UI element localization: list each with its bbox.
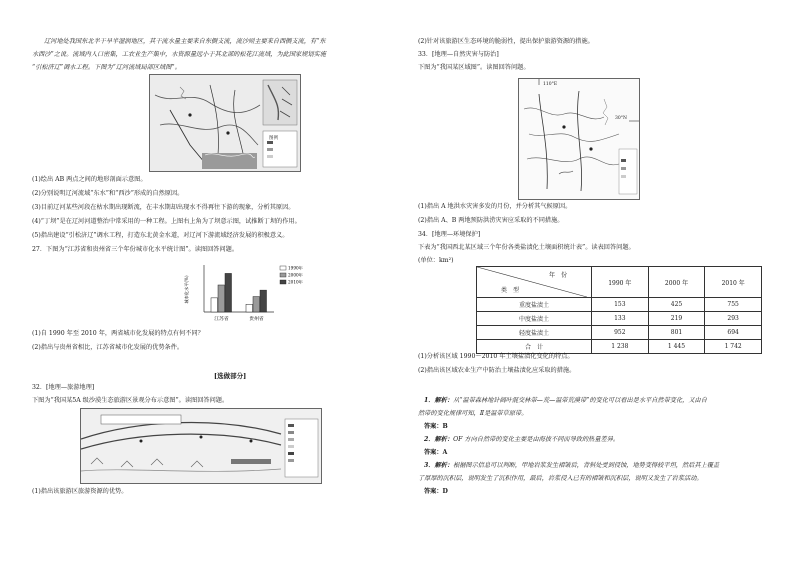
q33-q1: (1)指出 A 地洪水灾害多发的月份，并分析其气候原因。	[418, 203, 572, 210]
answer-3-cont: 了厚厚的沉积层，说明发生了沉积作用，最后，岩浆侵入已有的褶皱和沉积层，说明又发生了岩浆活动。	[418, 475, 703, 482]
q32-q1: (1)指出该旅游区旅游资源的优势。	[32, 488, 128, 495]
unit-label: (单位：km²)	[418, 257, 454, 264]
table-cell: 952	[592, 326, 649, 340]
map-lat-label: 30°N	[615, 116, 627, 121]
map-lon-label: 110°E	[543, 82, 558, 87]
legend-swatch	[280, 266, 286, 270]
q32-q2: (2)针对该旅游区生态环境的脆弱性，提出保护旅游资源的措施。	[418, 38, 594, 45]
q34-title: 34．[地理—环境保护]	[418, 231, 481, 238]
q33-title: 33．[地理—自然灾害与防治]	[418, 51, 499, 58]
table-cell: 425	[648, 298, 705, 312]
legend-swatch	[280, 280, 286, 284]
table-year-2000: 2000 年	[648, 267, 705, 298]
intro-line-1: 辽河地处我国东北半干旱半湿润地区，其干流水量主要来自东侧支流，流沙则主要来自西侧支流，有“东	[44, 38, 326, 45]
q-line-4: (4)“丁坝”是在辽河河道整治中常采用的一种工程。上图右上角为了坝意示图，试推断丁坝的作用。	[32, 218, 301, 225]
table-header-row	[477, 267, 762, 298]
table-cell: 1 742	[705, 340, 762, 354]
q-line-3: (3)目前辽河某些河段在枯水期出现断流，在丰水期却出现水不得再往下游的现象，分析其原因。	[32, 204, 295, 211]
q34-q1: (1)分析该区域 1990～2010 年土壤盐渍化变化的特点。	[418, 353, 574, 360]
bar	[246, 304, 253, 312]
x-tick-label: 江苏省	[214, 317, 229, 322]
q32-text: 下图为“我国某5A 级沙漠生态旅游区景观分布示意图”。读图回答问题。	[32, 397, 229, 404]
section-optional-title: [选做部分]	[214, 372, 247, 380]
answer-1-text	[424, 397, 707, 405]
desert-tourism-drawing	[81, 409, 321, 483]
table-cell: 1 445	[648, 340, 705, 354]
table-row-type: 重度盐渍土	[477, 298, 592, 312]
answer-3-body: 根据图示信息可以判断，甲地岩浆发生褶皱后，背斜处受到侵蚀，地势变得较平坦，然后其上覆盖	[453, 462, 720, 469]
table-row-type: 中度盐渍土	[477, 312, 592, 326]
table-row	[477, 340, 762, 354]
legend-swatch	[280, 273, 286, 277]
liao-river-map-drawing	[150, 75, 300, 171]
table-cell: 133	[592, 312, 649, 326]
y-axis-label: 城市化水平(%)	[184, 275, 189, 304]
answer-2-body: OF 方向自然带的变化主要是由海拔不同而导致的热量差异。	[453, 436, 620, 443]
q32-title: 32．[地理—旅游地理]	[32, 384, 95, 391]
urbanization-chart-svg	[182, 260, 317, 325]
table-cell: 755	[705, 298, 762, 312]
table-cell: 153	[592, 298, 649, 312]
answer-2-label: 2．解析：	[424, 436, 454, 443]
bar	[260, 290, 267, 312]
table-cell: 1 238	[592, 340, 649, 354]
q33-text: 下图为“我国某区域图”。读图回答问题。	[418, 64, 530, 71]
table-cell: 694	[705, 326, 762, 340]
saline-soil-table	[476, 266, 762, 354]
x-tick-label: 贵州省	[249, 317, 264, 322]
q27-q2: (2)指出与贵州省相比，江苏省城市化发展的优势条件。	[32, 344, 184, 351]
table-diagonal	[477, 267, 587, 297]
q-line-1: (1)绘出 AB 两点之间的地形剖面示意图。	[32, 176, 147, 183]
table-h-year: 年 份	[548, 272, 567, 279]
answer-1-label: 1．解析：	[424, 397, 454, 404]
legend-label: 1990年	[288, 265, 303, 271]
table-row-type: 轻度盐渍土	[477, 326, 592, 340]
answer-3-ans: 答案：D	[424, 488, 448, 495]
table-row	[477, 312, 762, 326]
region-map	[518, 78, 640, 200]
region-map-drawing	[519, 79, 639, 199]
answer-1-cont: 然带的变化规律可知，Ⅱ是温带草原带。	[418, 410, 528, 417]
table-cell: 293	[705, 312, 762, 326]
table-row	[477, 298, 762, 312]
q34-text: 下表为“我国西北某区域三个年份各类盐渍化土壤面积统计表”。读表回答问题。	[418, 244, 635, 251]
table-corner-cell	[477, 267, 592, 298]
table-h-type: 类 型	[501, 287, 520, 294]
map-legend-label: 图例	[269, 136, 278, 141]
intro-line-2: 水西沙”之说。流域内人口密集，工农业生产集中，水资源量远小于其北部的松花江流域，为此国家规划实施	[32, 51, 326, 58]
bar	[253, 297, 260, 312]
table-row	[477, 326, 762, 340]
answer-1-ans: 答案：B	[424, 423, 448, 430]
table-cell: 219	[648, 312, 705, 326]
answer-2-text	[424, 436, 619, 444]
q-line-2: (2)分别说明辽河流域“东水”和“西沙”形成的自然原因。	[32, 190, 184, 197]
table-year-2010: 2010 年	[705, 267, 762, 298]
legend-label: 2000年	[288, 272, 303, 278]
q33-q2: (2)指出 A、B 两地预防洪涝灾害应采取的不同措施。	[418, 217, 564, 224]
q27-q1: (1)自 1990 年至 2010 年，两省城市化发展的特点有何不同？	[32, 330, 204, 337]
liao-river-map	[149, 74, 301, 172]
q27-title: 27．下图为“江苏省和贵州省三个年份城市化水平统计图”。读图回答问题。	[32, 246, 239, 253]
bar	[211, 298, 218, 312]
legend-label: 2010年	[288, 279, 303, 285]
table-row-type: 合 计	[477, 340, 592, 354]
answer-3-text	[424, 462, 719, 470]
table-cell: 801	[648, 326, 705, 340]
table-year-1990: 1990 年	[592, 267, 649, 298]
q34-q2: (2)指出该区域农业生产中防治土壤盐渍化应采取的措施。	[418, 367, 576, 374]
answer-1-body: 从“温带森林地针阔叶混交林带—荒—温带荒漠带”的变化可以看出是水平自然带变化，又由自	[453, 397, 707, 404]
answer-2-ans: 答案：A	[424, 449, 448, 456]
desert-tourism-map	[80, 408, 322, 484]
urbanization-chart	[182, 260, 317, 325]
bar	[218, 285, 225, 312]
intro-line-3: “引松济辽”调水工程。下图为“辽河流域局部区域图”。	[32, 64, 181, 71]
answer-3-label: 3．解析：	[424, 462, 454, 469]
bar	[225, 273, 232, 312]
q-line-5: (5)指出建设“引松济辽”调水工程，打造东北黄金水道，对辽河下游流域经济发展的积极意义。	[32, 232, 289, 239]
